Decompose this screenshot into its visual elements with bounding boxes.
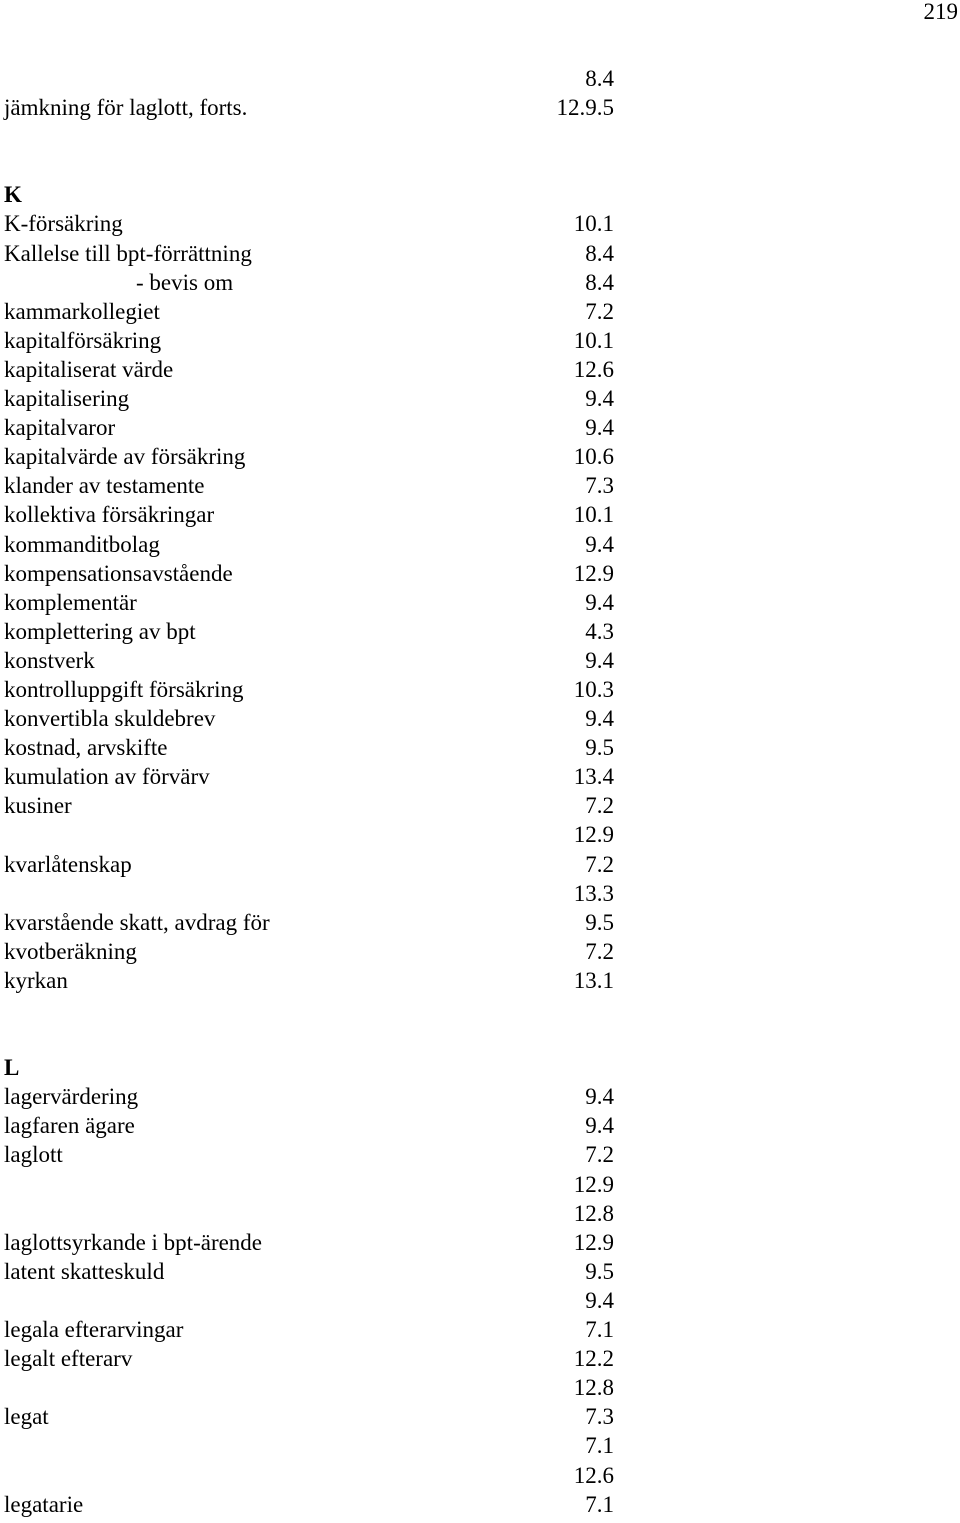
index-entry <box>4 966 614 995</box>
entry-term: laglott <box>4 1142 63 1168</box>
entry-term: kvarlåtenskap <box>4 851 132 877</box>
entry-reference: 9.5 <box>585 909 614 935</box>
entry-term: konvertibla skuldebrev <box>4 706 216 732</box>
section-spacer <box>4 1024 614 1053</box>
index-entry-continuation <box>4 1461 614 1490</box>
index-entry-continuation <box>4 1170 614 1199</box>
section-k <box>4 180 614 995</box>
entry-term: kyrkan <box>4 967 68 993</box>
entry-term: kusiner <box>4 793 72 819</box>
entry-reference: 13.3 <box>573 880 614 906</box>
index-entry-continuation <box>4 1199 614 1228</box>
entry-term: lagfaren ägare <box>4 1113 135 1139</box>
index-entry-continuation <box>4 1373 614 1402</box>
index-entry-continuation <box>4 879 614 908</box>
index-entry <box>4 384 614 413</box>
index-entry <box>4 646 614 675</box>
index-entry <box>4 326 614 355</box>
index-entry <box>4 1315 614 1344</box>
index-entry <box>4 1402 614 1431</box>
entry-reference: 9.4 <box>585 589 614 615</box>
entry-reference: 7.1 <box>585 1491 614 1517</box>
section-spacer <box>4 995 614 1024</box>
entry-term: konstverk <box>4 647 95 673</box>
entry-term: - bevis om <box>136 269 234 295</box>
index-entry-continuation <box>4 820 614 849</box>
index-entry <box>4 1490 614 1519</box>
entry-reference: 8.4 <box>585 66 614 91</box>
section-letter-row <box>4 180 614 209</box>
entry-reference: 9.5 <box>585 1258 614 1284</box>
index-entry <box>4 704 614 733</box>
index-entry <box>4 1228 614 1257</box>
index-entry <box>4 1082 614 1111</box>
entry-reference: 9.4 <box>585 647 614 673</box>
index-entry <box>4 791 614 820</box>
entry-reference: 9.4 <box>585 1113 614 1139</box>
entry-reference: 9.4 <box>585 1287 614 1313</box>
entry-term: kontrolluppgift försäkring <box>4 676 244 702</box>
entry-term: Kallelse till bpt-förrättning <box>4 240 252 266</box>
index-entry-continuation <box>4 1431 614 1460</box>
section-letter: K <box>4 182 22 208</box>
entry-term: K-försäkring <box>4 211 123 237</box>
entry-term: kostnad, arvskifte <box>4 735 168 761</box>
entry-term: legala efterarvingar <box>4 1317 184 1343</box>
index-entry <box>4 500 614 529</box>
entry-term: legat <box>4 1404 49 1430</box>
index-entry <box>4 588 614 617</box>
entry-reference: 4.3 <box>585 618 614 644</box>
entry-term: laglottsyrkande i bpt-ärende <box>4 1229 263 1255</box>
entry-reference: 13.1 <box>573 967 614 993</box>
index-entry-continuation <box>4 64 614 93</box>
entry-term: kvotberäkning <box>4 938 137 964</box>
index-entry <box>4 908 614 937</box>
entry-term: lagervärdering <box>4 1084 139 1110</box>
entry-reference: 9.4 <box>585 415 614 441</box>
entry-term: kapitalvaror <box>4 415 116 441</box>
index-entry <box>4 675 614 704</box>
section-spacer <box>4 151 614 180</box>
entry-reference: 12.6 <box>573 356 614 382</box>
entry-reference: 7.2 <box>585 851 614 877</box>
index-entry <box>4 733 614 762</box>
index-entry <box>4 762 614 791</box>
entry-term: latent skatteskuld <box>4 1258 165 1284</box>
index-entry <box>4 850 614 879</box>
entry-term: kvarstående skatt, avdrag för <box>4 909 270 935</box>
entry-reference: 7.2 <box>585 1142 614 1168</box>
index-entry <box>4 530 614 559</box>
entry-reference: 12.9 <box>573 1171 614 1197</box>
entry-reference: 7.2 <box>585 938 614 964</box>
index-list <box>4 64 614 1519</box>
index-entry <box>4 355 614 384</box>
section-letter: L <box>4 1055 20 1081</box>
entry-reference: 8.4 <box>585 240 614 266</box>
entry-reference: 12.9 <box>573 1229 614 1255</box>
index-entry <box>4 209 614 238</box>
entry-term: komplettering av bpt <box>4 618 196 644</box>
index-entry <box>4 937 614 966</box>
index-entry <box>4 413 614 442</box>
index-entry <box>4 1257 614 1286</box>
entry-term: legatarie <box>4 1491 84 1517</box>
entry-reference: 12.6 <box>573 1462 614 1488</box>
entry-reference: 9.4 <box>585 706 614 732</box>
entry-reference: 7.3 <box>585 1404 614 1430</box>
entry-term: legalt efterarv <box>4 1346 133 1372</box>
entry-reference: 7.2 <box>585 298 614 324</box>
entry-reference: 12.8 <box>573 1375 614 1401</box>
entry-term: kumulation av förvärv <box>4 764 210 790</box>
entry-term: kollektiva försäkringar <box>4 502 215 528</box>
entry-reference: 12.9 <box>573 560 614 586</box>
section-spacer <box>4 122 614 151</box>
index-entry <box>4 268 614 297</box>
entry-term: kammarkollegiet <box>4 298 160 324</box>
entry-term: kapitalförsäkring <box>4 327 162 353</box>
entry-reference: 9.4 <box>585 1084 614 1110</box>
index-entry <box>4 471 614 500</box>
entry-reference: 9.5 <box>585 735 614 761</box>
entry-term: klander av testamente <box>4 473 205 499</box>
entry-reference: 7.1 <box>585 1433 614 1459</box>
index-entry <box>4 1344 614 1373</box>
entry-term: kommanditbolag <box>4 531 160 557</box>
entry-term: jämkning för laglott, forts. <box>4 95 248 121</box>
index-entry <box>4 617 614 646</box>
entry-reference: 12.2 <box>573 1346 614 1372</box>
entry-reference: 10.3 <box>573 676 614 702</box>
continuation-block <box>4 64 614 122</box>
entry-term: kapitaliserat värde <box>4 356 174 382</box>
entry-term: kapitalvärde av försäkring <box>4 444 246 470</box>
entry-reference: 9.4 <box>585 531 614 557</box>
entry-reference: 12.9.5 <box>556 95 614 121</box>
index-entry <box>4 239 614 268</box>
page-number: 219 <box>923 0 958 24</box>
entry-reference: 10.1 <box>573 502 614 528</box>
section-l <box>4 1053 614 1519</box>
entry-term: komplementär <box>4 589 137 615</box>
index-entry <box>4 297 614 326</box>
index-entry <box>4 1140 614 1169</box>
index-entry <box>4 442 614 471</box>
entry-term: kapitalisering <box>4 386 130 412</box>
entry-reference: 8.4 <box>585 269 614 295</box>
index-entry <box>4 559 614 588</box>
entry-reference: 7.1 <box>585 1317 614 1343</box>
entry-reference: 12.9 <box>573 822 614 848</box>
entry-reference: 10.6 <box>573 444 614 470</box>
entry-reference: 13.4 <box>573 764 614 790</box>
index-entry <box>4 1111 614 1140</box>
entry-reference: 12.8 <box>573 1200 614 1226</box>
index-entry <box>4 93 614 122</box>
entry-reference: 7.3 <box>585 473 614 499</box>
entry-reference: 7.2 <box>585 793 614 819</box>
entry-term: kompensationsavstående <box>4 560 233 586</box>
entry-reference: 10.1 <box>573 211 614 237</box>
index-entry-continuation <box>4 1286 614 1315</box>
section-letter-row <box>4 1053 614 1082</box>
entry-reference: 9.4 <box>585 386 614 412</box>
entry-reference: 10.1 <box>573 327 614 353</box>
